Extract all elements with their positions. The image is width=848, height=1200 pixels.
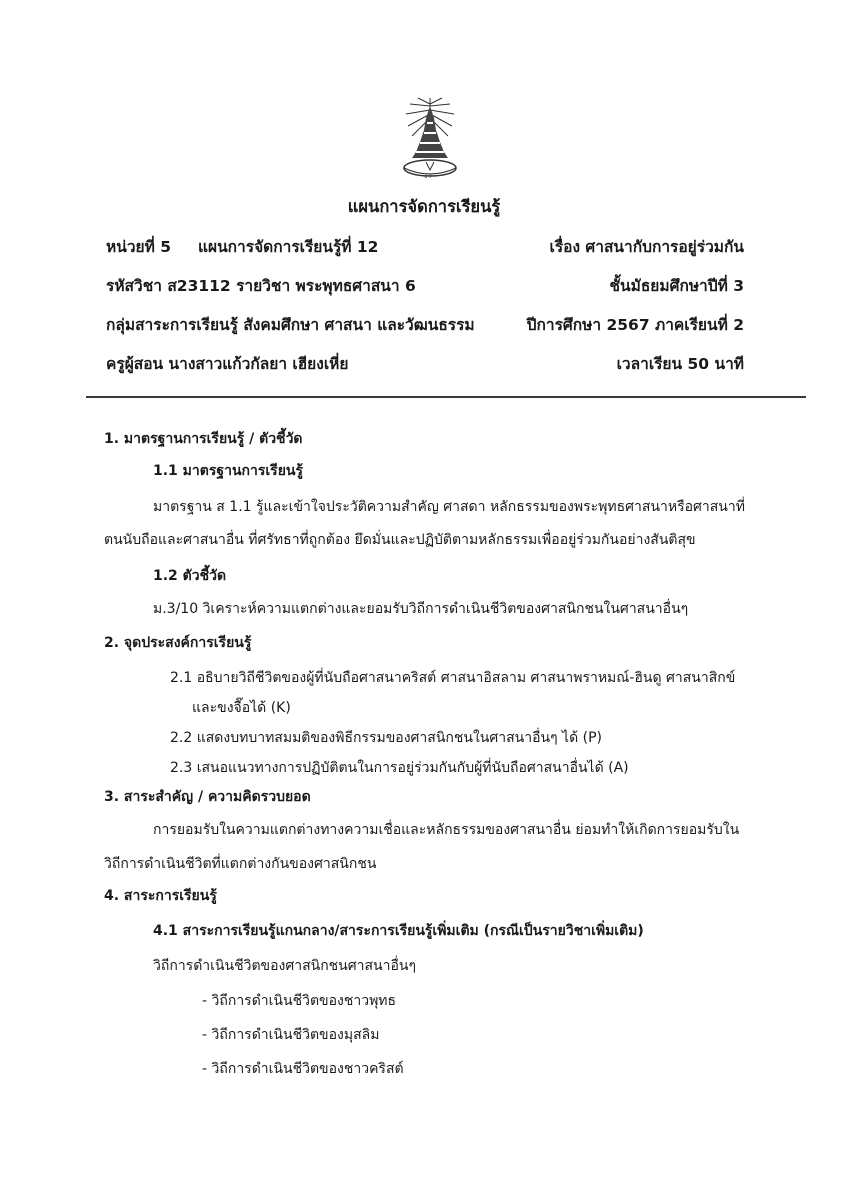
document-title: แผนการจัดการเรียนรู้ [347,197,501,216]
course-code: รหัสวิชา ส23112 รายวิชา พระพุทธศาสนา 6 [106,277,416,295]
academic-year: ปีการศึกษา 2567 ภาคเรียนที่ 2 [526,316,744,334]
section-2-heading: 2. จุดประสงค์การเรียนรู้ [104,635,252,651]
objective-2-3: 2.3 เสนอแนวทางการปฏิบัติตนในการอยู่ร่วมกันกับผู้ที่นับถือศาสนาอื่นได้ (A) [170,760,629,776]
content-intro: วิถีการดำเนินชีวิตของศาสนิกชนศาสนาอื่นๆ [153,958,416,974]
section-4-heading: 4. สาระการเรียนรู้ [104,888,217,904]
concept-line-1: การยอมรับในความแตกต่างทางความเชื่อและหลักธรรมของศาสนาอื่น ย่อมทำให้เกิดการยอมรับใน [153,822,740,838]
objective-2-1-continued: และขงจื๊อได้ (K) [192,700,291,716]
grade-level: ชั้นมัธยมศึกษาปีที่ 3 [609,277,744,295]
content-bullet-2: - วิถีการดำเนินชีวิตของมุสลิม [202,1027,380,1043]
objective-2-2: 2.2 แสดงบทบาทสมมติของพิธีกรรมของศาสนิกชนในศาสนาอื่นๆ ได้ (P) [170,730,602,746]
header-divider [86,396,806,398]
unit-label: หน่วยที่ 5 [106,238,171,256]
concept-line-2: วิถีการดำเนินชีวิตที่แตกต่างกันของศาสนิกชน [104,856,377,872]
teacher-name: ครูผู้สอน นางสาวแก้วกัลยา เฮียงเหี่ย [106,355,349,373]
section-4-1-heading: 4.1 สาระการเรียนรู้แกนกลาง/สาระการเรียนรู้เพิ่มเติม (กรณีเป็นรายวิชาเพิ่มเติม) [153,923,644,939]
topic-label: เรื่อง ศาสนากับการอยู่ร่วมกัน [549,238,744,256]
content-bullet-1: - วิถีการดำเนินชีวิตของชาวพุทธ [202,993,397,1009]
indicator-text: ม.3/10 วิเคราะห์ความแตกต่างและยอมรับวิถีการดำเนินชีวิตของศาสนิกชนในศาสนาอื่นๆ [153,601,689,617]
plan-number: แผนการจัดการเรียนรู้ที่ 12 [198,238,379,256]
standard-text-line-1: มาตรฐาน ส 1.1 รู้และเข้าใจประวัติความสำคัญ ศาสดา หลักธรรมของพระพุทธศาสนาหรือศาสนาที่ [153,499,745,515]
objective-2-1: 2.1 อธิบายวิถีชีวิตของผู้ที่นับถือศาสนาคริสต์ ศาสนาอิสลาม ศาสนาพราหมณ์-ฮินดู ศาสนาสิกข์ [170,670,736,686]
subject-group: กลุ่มสาระการเรียนรู้ สังคมศึกษา ศาสนา และวัฒนธรรม [106,316,475,334]
section-1-heading: 1. มาตรฐานการเรียนรู้ / ตัวชี้วัด [104,431,303,447]
section-1-1-heading: 1.1 มาตรฐานการเรียนรู้ [153,463,303,479]
phra-kiao-emblem-icon [398,96,462,186]
content-bullet-3: - วิถีการดำเนินชีวิตของชาวคริสต์ [202,1061,404,1077]
standard-text-line-2: ตนนับถือและศาสนาอื่น ที่ศรัทธาที่ถูกต้อง ยึดมั่นและปฏิบัติตามหลักธรรมเพื่ออยู่ร่วมกันอย่างสันติสุข [104,532,696,548]
svg-text:ป ร: ป ร [424,174,432,180]
class-duration: เวลาเรียน 50 นาที [616,355,744,373]
section-3-heading: 3. สาระสำคัญ / ความคิดรวบยอด [104,789,311,805]
section-1-2-heading: 1.2 ตัวชี้วัด [153,568,227,584]
